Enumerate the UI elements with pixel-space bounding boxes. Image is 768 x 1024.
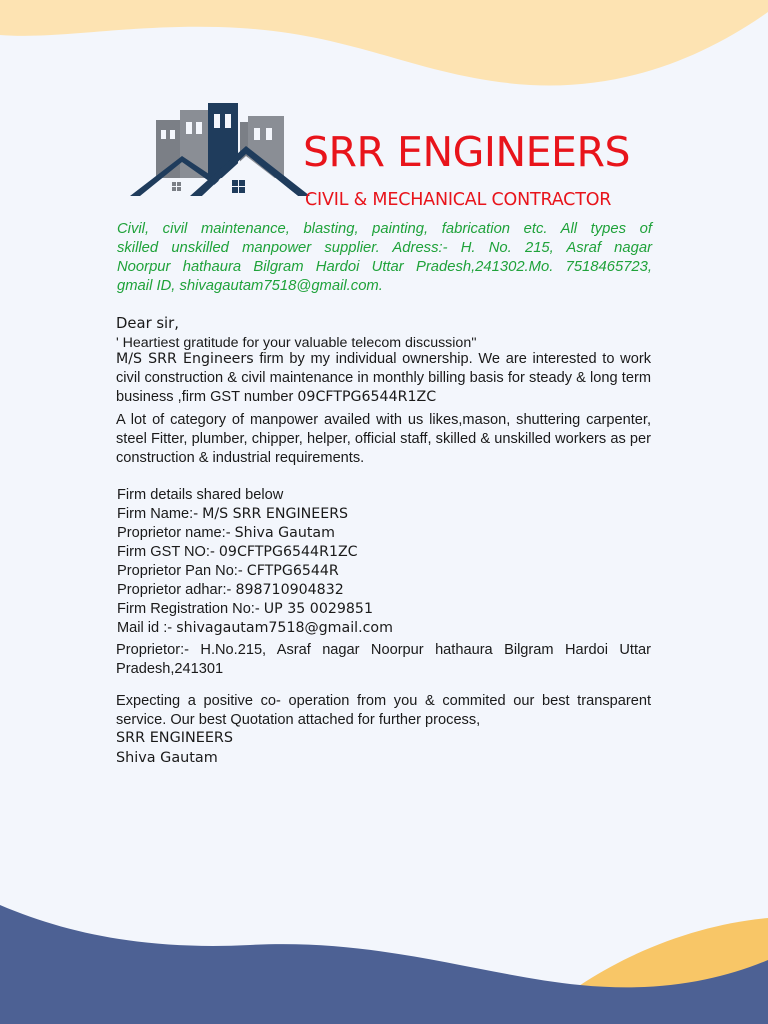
detail-row bbox=[117, 524, 652, 543]
detail-value: 898710904832 bbox=[235, 582, 344, 598]
intro-paragraph bbox=[116, 350, 651, 407]
signature-company: SRR ENGINEERS bbox=[116, 730, 234, 746]
detail-row bbox=[117, 600, 652, 619]
services-line: Civil, civil maintenance, blasting, painting, fabrication etc. All types of bbox=[117, 221, 652, 237]
detail-label: Firm GST NO:- bbox=[117, 544, 219, 560]
signature-name: Shiva Gautam bbox=[116, 750, 218, 766]
building-logo-icon bbox=[128, 100, 313, 200]
detail-label: Firm Name:- bbox=[117, 506, 203, 522]
detail-label: Proprietor name:- bbox=[117, 525, 235, 541]
detail-row bbox=[117, 562, 652, 581]
detail-value: M/S SRR ENGINEERS bbox=[202, 506, 349, 522]
detail-row bbox=[117, 505, 652, 524]
detail-value: Shiva Gautam bbox=[234, 525, 335, 541]
detail-row bbox=[117, 543, 652, 562]
detail-value: 09CFTPG6544R1ZC bbox=[218, 544, 358, 560]
closing-paragraph: Expecting a positive co- operation from you & commited our best transparent service. Our best Quotation attached for further process, bbox=[116, 693, 651, 728]
gratitude-line: ' Heartiest gratitude for your valuable telecom discussion'' bbox=[116, 335, 477, 351]
manpower-paragraph: A lot of category of manpower availed with us likes,mason, shuttering carpenter, steel Fitter, plumber, chipper, helper, official staff, skilled & unskilled workers as per construction & industrial requirements. bbox=[116, 412, 651, 466]
greeting: Dear sir, bbox=[116, 315, 179, 332]
detail-label: Mail id :- bbox=[117, 620, 177, 636]
intro-firm-name: M/S SRR Engineers bbox=[116, 351, 254, 367]
company-name: SRR ENGINEERS bbox=[303, 128, 630, 176]
company-tagline: CIVIL & MECHANICAL CONTRACTOR bbox=[305, 190, 612, 210]
detail-value: shivagautam7518@gmail.com bbox=[176, 620, 393, 636]
services-line: Noorpur hathaura Bilgram Hardoi Uttar Pradesh,241302.Mo. 7518465723, bbox=[117, 259, 652, 275]
services-block bbox=[117, 220, 652, 296]
detail-label: Proprietor adhar:- bbox=[117, 582, 236, 598]
detail-row bbox=[117, 581, 652, 600]
detail-label: Firm Registration No:- bbox=[117, 601, 264, 617]
detail-value: UP 35 0029851 bbox=[263, 601, 373, 617]
detail-label: Proprietor Pan No:- bbox=[117, 563, 247, 579]
detail-value: CFTPG6544R bbox=[246, 563, 339, 579]
detail-row bbox=[117, 619, 652, 638]
intro-gst-number: 09CFTPG6544R1ZC bbox=[297, 389, 437, 405]
firm-details bbox=[117, 486, 652, 638]
details-heading: Firm details shared below bbox=[117, 487, 284, 503]
services-line: skilled unskilled manpower supplier. Adress:- H. No. 215, Asraf nagar bbox=[117, 240, 652, 256]
proprietor-address: Proprietor:- H.No.215, Asraf nagar Noorpur hathaura Bilgram Hardoi Uttar Pradesh,241301 bbox=[116, 642, 651, 677]
services-line: gmail ID, shivagautam7518@gmail.com. bbox=[117, 278, 383, 294]
intro-text: firm by my individual ownership. We are interested to work civil construction & civil maintenance in monthly billing basis for steady & long term business ,firm GST number bbox=[116, 351, 651, 405]
